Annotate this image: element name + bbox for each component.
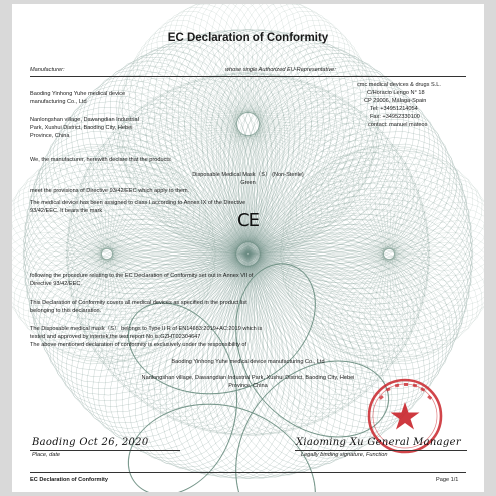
manufacturer-address-line2: Park, Xushui District, Baoding City, Hebei bbox=[30, 125, 133, 131]
class-statement-line1: The medical device has been assigned to class I according to Annex IX of the Directive bbox=[30, 200, 246, 206]
product-colour: Green bbox=[240, 180, 256, 186]
company-name: Baoding Yinhong Yuhe medical device manufacturing Co., Ltd bbox=[171, 359, 325, 365]
handwritten-signature: Xiaoming Xu General Manager bbox=[296, 437, 461, 448]
representative-line1: cmc medical devices & drugs S.L. bbox=[357, 82, 441, 88]
footer-title: EC Declaration of Conformity bbox=[30, 477, 109, 483]
representative-fax: Fax: +34952330100 bbox=[370, 114, 420, 120]
place-date-rule bbox=[30, 450, 180, 451]
company-address-line1: Nanlongshan village, Dawangdian Industrial Park, Xushui District, Baoding City, Hebei bbox=[141, 375, 355, 381]
declaration-statement: We, the manufacturer, herewith declare that the products bbox=[30, 157, 171, 163]
company-address-line2: Province, China bbox=[228, 383, 268, 389]
manufacturer-address-line3: Province, China bbox=[30, 133, 70, 139]
directive-statement: meet the provisions of Directive 93/42/EEC which apply to them. bbox=[30, 188, 190, 194]
handwritten-place-date: Baoding Oct 26, 2020 bbox=[32, 437, 149, 448]
coverage-line2: belonging to this declaration. bbox=[30, 308, 102, 314]
procedure-line1: following the procedure relating to the EC Declaration of Conformity set out in Annex VII of bbox=[30, 273, 254, 279]
legal-signature-label: Legally binding signature, Function bbox=[301, 452, 388, 458]
representative-label: whose single Authorized EU-Representative: bbox=[225, 67, 336, 73]
representative-contact: contact: manuel mateos bbox=[368, 122, 428, 128]
header-rule bbox=[30, 76, 466, 77]
footer-rule bbox=[30, 472, 466, 473]
representative-tel: Tel: +34951214054 bbox=[370, 106, 418, 112]
place-date-label: Place, date bbox=[32, 452, 60, 458]
signature-rule bbox=[295, 450, 467, 451]
manufacturer-name-line2: manufacturing Co., Ltd bbox=[30, 99, 87, 105]
type-statement-line2: tested and approved by intertek,the test report No is:GZHT02304647 bbox=[30, 334, 201, 340]
document-content bbox=[12, 4, 484, 492]
manufacturer-name-line1: Baoding Yinhong Yuhe medical device bbox=[30, 91, 126, 97]
procedure-line2: Directive 93/42/EEC. bbox=[30, 281, 82, 287]
type-statement-line1: The Disposable medical mask（S） belongs to Type II R of EN14683:2019+AC:2019 which is bbox=[30, 326, 263, 332]
responsibility-statement: The above mentioned declaration of conformity is exclusively under the responsibility of bbox=[30, 342, 247, 348]
ce-mark: CE bbox=[237, 210, 259, 231]
footer-page-number: Page 1/1 bbox=[436, 477, 459, 483]
representative-line3: CP 29006, Málaga-Spain bbox=[364, 98, 427, 104]
manufacturer-label: Manufacturer: bbox=[30, 67, 65, 73]
document-title: EC Declaration of Conformity bbox=[167, 32, 329, 44]
document-page bbox=[12, 4, 484, 492]
class-statement-line2: 93/42/EEC. It bears the mark bbox=[30, 208, 103, 214]
product-name: Disposable Medical Mask（S） (Non-Sterile) bbox=[192, 172, 304, 178]
coverage-line1: This Declaration of Conformity covers all medical devices as specified in the product list bbox=[30, 300, 247, 306]
representative-line2: C/Horacio Lengo N° 18 bbox=[367, 90, 425, 96]
manufacturer-address-line1: Nanlongshan village, Dawangdian Industrial bbox=[30, 117, 139, 123]
